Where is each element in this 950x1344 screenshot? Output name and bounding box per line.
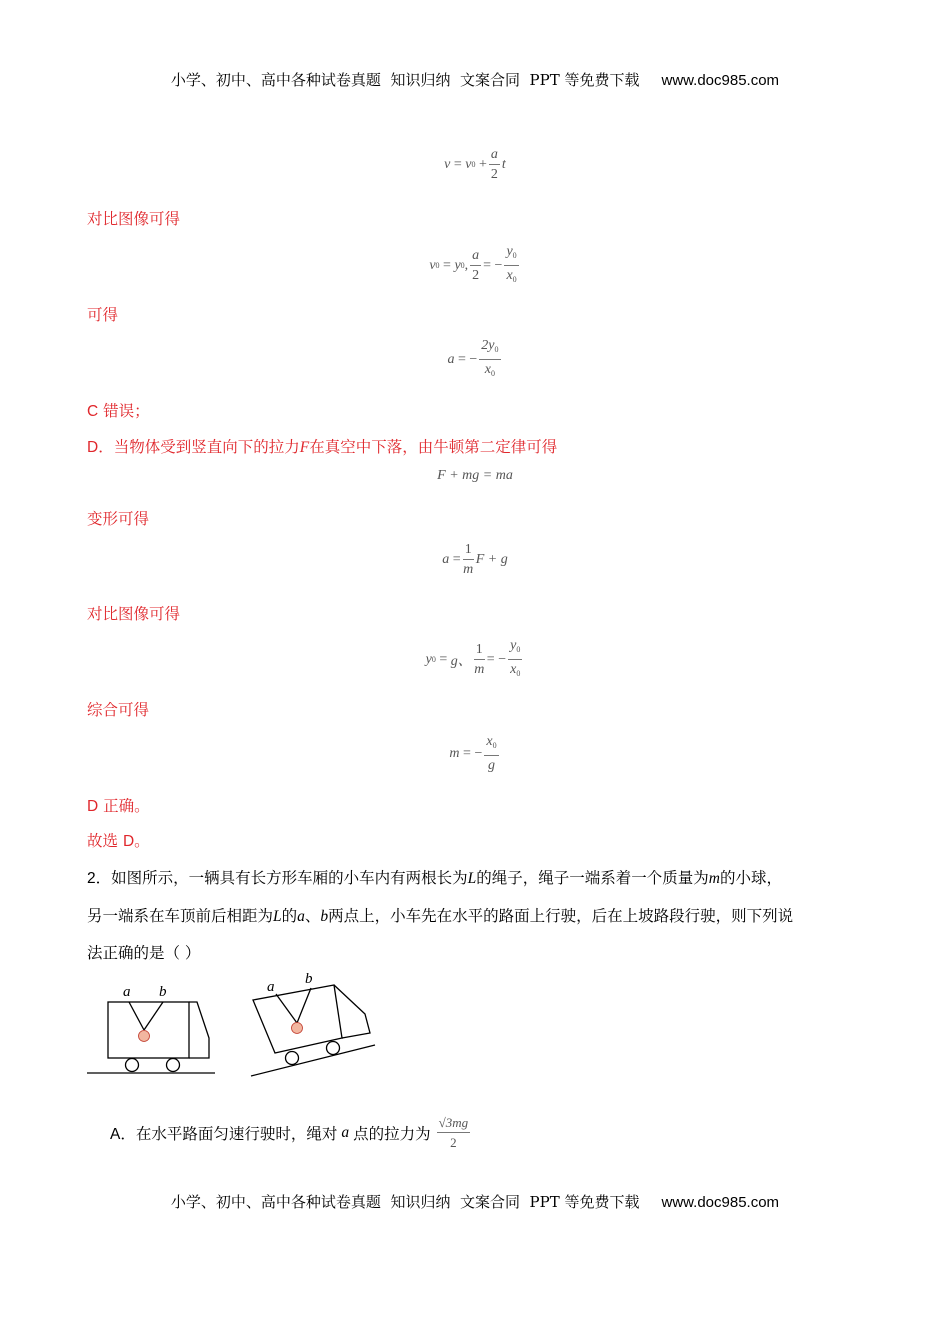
eq-op: = − — [463, 745, 483, 761]
label-a: a — [267, 979, 275, 995]
frac-den: 2 — [472, 268, 480, 283]
option-d-analysis — [87, 435, 557, 457]
eq-sep: , — [464, 257, 469, 273]
option-text: 点的拉力为 — [353, 1124, 431, 1143]
compare-line-2: 对比图像可得 — [87, 605, 181, 623]
question-text: 另一端系在车顶前后相距为 — [87, 907, 274, 925]
fraction — [508, 637, 522, 682]
cart-figure — [85, 968, 385, 1080]
answer-text: 故选 — [87, 832, 119, 850]
answer-letter: D — [122, 833, 135, 850]
frac-num: a — [470, 247, 481, 266]
page-footer — [0, 1191, 950, 1212]
eq-tail: F + g — [475, 551, 508, 567]
option-text: 在水平路面匀速行驶时，绳对 — [135, 1124, 338, 1143]
verdict-text: 正确。 — [103, 797, 150, 815]
fraction — [433, 1114, 475, 1151]
question-line-1 — [87, 866, 782, 888]
frac-den: g — [487, 758, 495, 773]
eq-var: v — [444, 156, 451, 172]
option-letter: D． — [87, 439, 114, 456]
frac-num: a — [489, 146, 500, 165]
ball — [292, 1023, 303, 1034]
option-d-verdict — [87, 794, 150, 816]
eq-sub: 0 — [492, 741, 497, 750]
eq-sub: 0 — [516, 645, 521, 654]
fraction — [504, 243, 518, 288]
analysis-text: 在真空中下落，由牛顿第二定律可得 — [309, 438, 558, 456]
wheel — [167, 1059, 180, 1072]
combine-line: 综合可得 — [87, 701, 150, 719]
frac-num: y — [506, 244, 513, 259]
question-text: 两点上，小车先在水平的路面上行驶，后在上坡路段行驶，则下列说 — [328, 907, 794, 925]
ball — [139, 1031, 150, 1042]
frac-num: x — [486, 734, 493, 749]
frac-num: y — [510, 638, 517, 653]
eq-sub: 0 — [460, 261, 465, 270]
cart-cab — [189, 1002, 209, 1058]
eq-op: = — [453, 156, 462, 172]
separator: 、 — [304, 907, 321, 925]
label-b: b — [305, 971, 313, 987]
frac-den: 2 — [450, 1135, 457, 1150]
eq-op: = — [452, 551, 461, 567]
option-letter: C — [87, 403, 99, 420]
question-text: 的小球， — [719, 869, 782, 887]
eq-op: = − — [457, 351, 478, 367]
analysis-text: 当物体受到竖直向下的拉力 — [113, 438, 300, 456]
label-b: b — [159, 984, 167, 1000]
answer-end: 。 — [134, 832, 150, 850]
eq-var: t — [501, 156, 506, 172]
eq-var: y — [425, 651, 432, 667]
wheel — [327, 1042, 340, 1055]
eq-var: a — [447, 351, 455, 367]
frac-den: m — [474, 662, 485, 677]
eq-sub: 0 — [435, 261, 440, 270]
page-header — [0, 69, 950, 90]
question-text: 的 — [281, 907, 298, 925]
option-letter: D — [87, 798, 99, 815]
eq-op: = — [443, 257, 451, 273]
option-letter: A． — [110, 1125, 136, 1143]
frac-den: x — [506, 268, 513, 283]
frac-den: x — [510, 662, 517, 677]
eq-op: = — [439, 651, 448, 667]
equation-velocity — [0, 146, 950, 183]
equation-compare-1 — [0, 243, 950, 288]
equation-acceleration — [0, 337, 950, 382]
var-b: b — [320, 908, 329, 925]
var-m: m — [708, 870, 720, 887]
label-a: a — [123, 984, 131, 1000]
footer-url[interactable]: www.doc985.com — [661, 1194, 780, 1211]
option-c-verdict — [87, 399, 150, 421]
eq-var: v — [465, 156, 472, 172]
eq-op: = − — [486, 651, 507, 667]
frac-num: 2y — [481, 338, 495, 353]
final-answer — [87, 829, 150, 851]
fraction — [479, 337, 500, 382]
eq-var: m — [449, 745, 460, 761]
transform-line: 变形可得 — [87, 510, 150, 528]
question-text: 如图所示，一辆具有长方形车厢的小车内有两根长为 — [111, 869, 468, 887]
frac-num: 1 — [474, 641, 485, 660]
eq-sub: 0 — [512, 275, 517, 284]
verdict-text: 错误； — [103, 402, 150, 420]
wheel — [126, 1059, 139, 1072]
option-a[interactable] — [110, 1114, 476, 1151]
frac-den: m — [463, 562, 474, 577]
result-line: 可得 — [87, 306, 119, 324]
header-url[interactable]: www.doc985.com — [661, 72, 780, 89]
equation-newton: F + mg = ma — [437, 468, 513, 483]
question-text: 的绳子，绳子一端系着一个质量为 — [476, 869, 709, 887]
equation-transformed — [0, 541, 950, 578]
question-number: 2． — [87, 870, 112, 887]
fraction — [489, 146, 500, 183]
footer-text: 小学、初中、高中各种试卷真题 知识归纳 文案合同 PPT 等免费下载 — [170, 1193, 640, 1211]
eq-sub: 0 — [491, 369, 495, 378]
frac-den: x — [484, 362, 491, 377]
eq-sub: 0 — [512, 251, 517, 260]
frac-den: 2 — [490, 167, 498, 182]
compare-line-1: 对比图像可得 — [87, 210, 181, 228]
fraction — [474, 641, 485, 678]
eq-sub: 0 — [494, 345, 499, 354]
eq-var: y — [454, 257, 461, 273]
frac-num: 1 — [463, 541, 474, 560]
fraction — [484, 733, 498, 774]
wheel — [286, 1052, 299, 1065]
question-line-3: 法正确的是（ ） — [87, 944, 201, 962]
var-L: L — [273, 908, 282, 925]
eq-op: = − — [483, 257, 503, 273]
var-a: a — [341, 1123, 350, 1141]
header-text: 小学、初中、高中各种试卷真题 知识归纳 文案合同 PPT 等免费下载 — [170, 71, 640, 89]
eq-var: g、 — [450, 653, 472, 669]
var-L: L — [467, 870, 477, 887]
eq-sub: 0 — [471, 160, 476, 169]
var-F: F — [299, 439, 310, 456]
fraction — [470, 247, 481, 284]
fraction — [463, 541, 474, 578]
eq-var: v — [429, 257, 436, 273]
equation-mass — [0, 733, 950, 774]
var-a: a — [297, 908, 305, 925]
eq-sub: 0 — [516, 669, 521, 678]
slope-line — [251, 1045, 375, 1076]
frac-num: √3mg — [437, 1114, 471, 1133]
eq-op: + — [479, 156, 487, 172]
question-line-2 — [87, 904, 793, 926]
cart-body — [108, 1002, 189, 1058]
equation-compare-2 — [0, 637, 950, 682]
eq-var: a — [442, 551, 450, 567]
eq-sub: 0 — [431, 655, 436, 664]
